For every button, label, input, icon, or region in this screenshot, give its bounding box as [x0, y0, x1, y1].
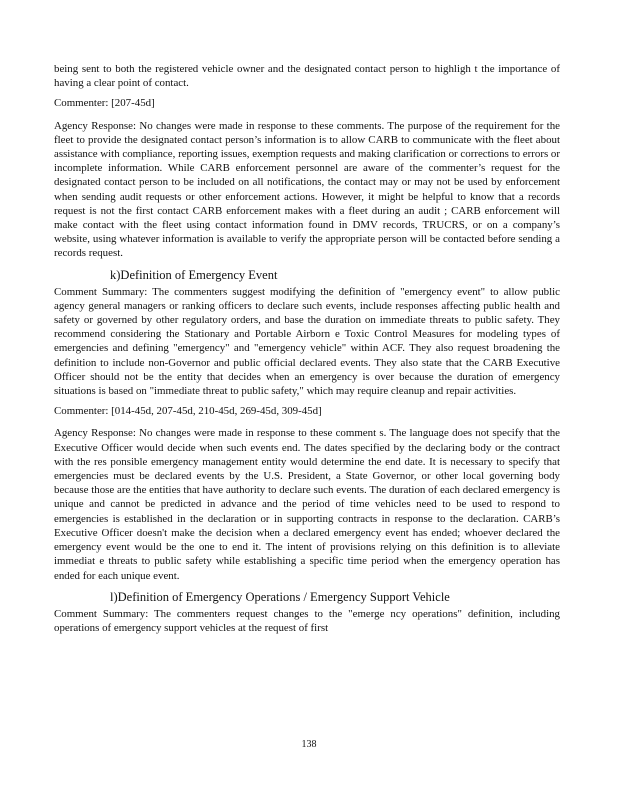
page-number: 138: [301, 739, 317, 750]
commenter-line-k: Commenter: [014-45d, 207-45d, 210-45d, 269-45d, 309-45d]: [54, 405, 322, 418]
section-heading-l: l)Definition of Emergency Operations / Emergency Support Vehicle: [110, 589, 450, 604]
comment-summary-k: Comment Summary: The commenters suggest modifying the definition of "emergency event" to allow public agency general managers or ranking officers to declare such events, include responses affecting public health and safety or governed by other regulatory orders, and base the duration on immediate threats to public safety. They recommend considering the Stationary and Portable Airborn e Toxic Control Measures for modeling types of emergencies and defining "emergency" and "emergency vehicle" within ACF. They also request broadening the definition to include non-Governor and public official declared events. They also state that the CARB Executive Officer should not be the entity that decides when an emergency is over because the duration of emergency situations is based on "immediate threat to public safety," which may require cleanup and repair activities.: [54, 285, 560, 398]
document-page: [54, 62, 560, 635]
agency-response-1: Agency Response: No changes were made in response to these comments. The purpose of the requirement for the fleet to provide the designated contact person’s information is to allow CARB to communicate with the fleet about assistance with compliance, reporting issues, exemption requests and making clarification or corrections to errors or incomplete information. While CARB enforcement personnel are aware of the commenter’s request for the designated contact person to be included on all notifications, the contact may or may not be used by enforcement when sending audit requests or other enforcement actions. However, it might be helpful to know that a records request is not the first contact CARB enforcement makes with a fleet during an audit ; CARB enforcement will make contact with the fleet using contact information found in DMV records, TRUCRS, or on a company’s website, using whatever information is available to verify the appropriate person will be contacted before sending a records request.: [54, 119, 560, 260]
comment-summary-l: Comment Summary: The commenters request changes to the "emerge ncy operations" definition, including operations of emergency support vehicles at the request of first: [54, 607, 560, 634]
agency-response-k: Agency Response: No changes were made in response to these comment s. The language does not specify that the Executive Officer would decide when such events end. The dates specified by the declaring body or the contract with the res ponsible emergency management entity would determine the end date. It is necessary to specify that emergencies must be declared events by the U.S. President, a State Governor, or other local governing body because those are the entities that have authority to declare such events. The duration of each declared emergency is unique and cannot be predicted in advance and the period of time vehicles need to be used to respond to emergencies is established in the declaration or in supporting contracts in response to the declaration. CARB’s Executive Officer doesn't make the decision when a declared emergency event has ended; whoever declared the emergency event would be the one to end it. The intent of provisions relying on this definition is to alleviate immediat e threats to public safety while establishing a specific time period when the emergency operation has ended for each unique event.: [54, 427, 560, 582]
section-heading-k: k)Definition of Emergency Event: [110, 267, 278, 282]
commenter-line-1: Commenter: [207-45d]: [54, 97, 155, 110]
paragraph-continuation: being sent to both the registered vehicle owner and the designated contact person to highligh t the importance of having a clear point of contact.: [54, 63, 560, 90]
